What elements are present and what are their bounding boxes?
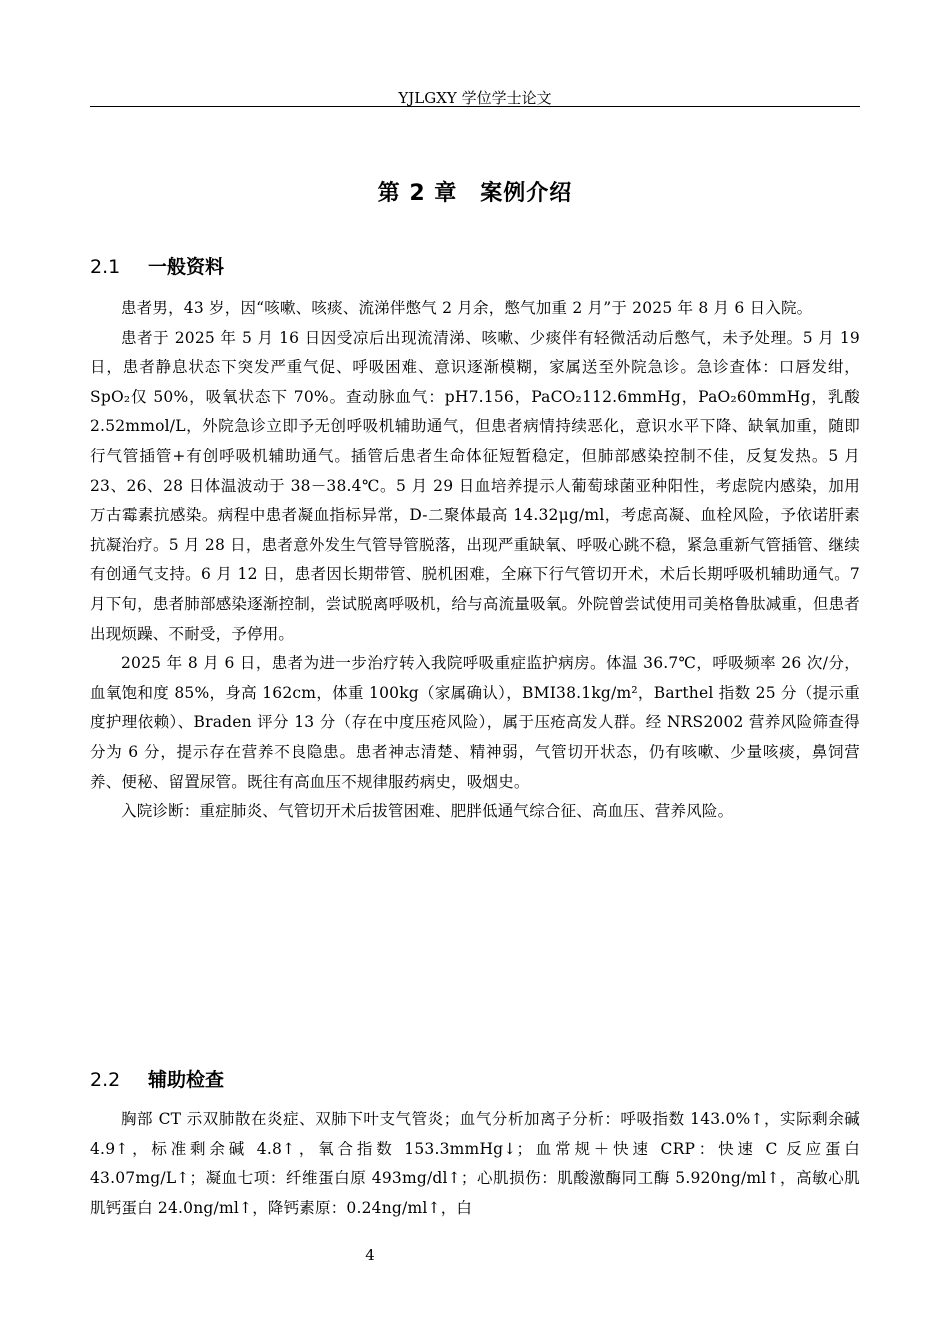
section-heading-2-2 bbox=[90, 1066, 860, 1094]
chapter-title: 第 2 章 案例介绍 bbox=[377, 181, 573, 206]
header-rule bbox=[90, 106, 860, 107]
paragraph: 入院诊断：重症肺炎、气管切开术后拔管困难、肥胖低通气综合征、高血压、营养风险。 bbox=[121, 802, 734, 821]
paragraph: 2025 年 8 月 6 日，患者为进一步治疗转入我院呼吸重症监护病房。体温 36.7℃，呼吸频率 26 次/分，血氧饱和度 85%，身高 162cm，体重 100kg（家属确认），BMI38.1kg/m²，Barthel 指数 25 分（提示重度护理依赖）、Braden 评分 13 分（存在中度压疮风险），属于压疮高发人群。经 NRS2002 营养风险筛查得分为 6 分，提示存在营养不良隐患。患者神志清楚、精神弱，气管切开状态，仍有咳嗽、少量咳痰，鼻饲营养、便秘、留置尿管。既往有高血压不规律服药病史，吸烟史。 bbox=[90, 654, 860, 791]
section-body-2-1 bbox=[90, 294, 860, 827]
running-header: YJLGXY 学位学士论文 bbox=[398, 89, 552, 107]
section-body-2-2 bbox=[90, 1105, 860, 1223]
section-title: 一般资料 bbox=[148, 256, 225, 278]
section-title: 辅助检查 bbox=[148, 1069, 225, 1091]
page-number: 4 bbox=[365, 1246, 375, 1264]
section-heading-2-1 bbox=[90, 253, 860, 281]
paragraph: 患者于 2025 年 5 月 16 日因受凉后出现流清涕、咳嗽、少痰伴有轻微活动后憋气，未予处理。5 月 19 日，患者静息状态下突发严重气促、呼吸困难、意识逐渐模糊，家属送至外院急诊。急诊查体：口唇发绀，SpO₂仅 50%，吸氧状态下 70%。查动脉血气：pH7.156，PaCO₂112.6mmHg，PaO₂60mmHg，乳酸 2.52mmol/L，外院急诊立即予无创呼吸机辅助通气，但患者病情持续恶化，意识水平下降、缺氧加重，随即行气管插管+有创呼吸机辅助通气。插管后患者生命体征短暂稳定，但肺部感染控制不佳，反复发热。5 月 23、26、28 日体温波动于 38－38.4℃。5 月 29 日血培养提示人葡萄球菌亚种阳性，考虑院内感染，加用万古霉素抗感染。病程中患者凝血指标异常，D-二聚体最高 14.32μg/ml，考虑高凝、血栓风险，予依诺肝素抗凝治疗。5 月 28 日，患者意外发生气管导管脱落，出现严重缺氧、呼吸心跳不稳，紧急重新气管插管、继续有创通气支持。6 月 12 日，患者因长期带管、脱机困难，全麻下行气管切开术，术后长期呼吸机辅助通气。7 月下旬，患者肺部感染逐渐控制，尝试脱离呼吸机，给与高流量吸氧。外院曾尝试使用司美格鲁肽减重，但患者出现烦躁、不耐受，予停用。 bbox=[90, 328, 860, 643]
paragraph: 患者男，43 岁，因“咳嗽、咳痰、流涕伴憋气 2 月余，憋气加重 2 月”于 2025 年 8 月 6 日入院。 bbox=[121, 299, 813, 317]
section-number: 2.2 bbox=[90, 1069, 121, 1091]
section-number: 2.1 bbox=[90, 256, 121, 278]
paragraph: 胸部 CT 示双肺散在炎症、双肺下叶支气管炎；血气分析加离子分析：呼吸指数 143.0%↑，实际剩余碱 4.9↑，标准剩余碱 4.8↑，氧合指数 153.3mmHg↓；血常规＋快速 CRP：快速 C 反应蛋白 43.07mg/L↑；凝血七项：纤维蛋白原 493mg/dl↑；心肌损伤：肌酸激酶同工酶 5.920ng/ml↑，高敏心肌肌钙蛋白 24.0ng/ml↑，降钙素原：0.24ng/ml↑，白 bbox=[90, 1110, 860, 1217]
